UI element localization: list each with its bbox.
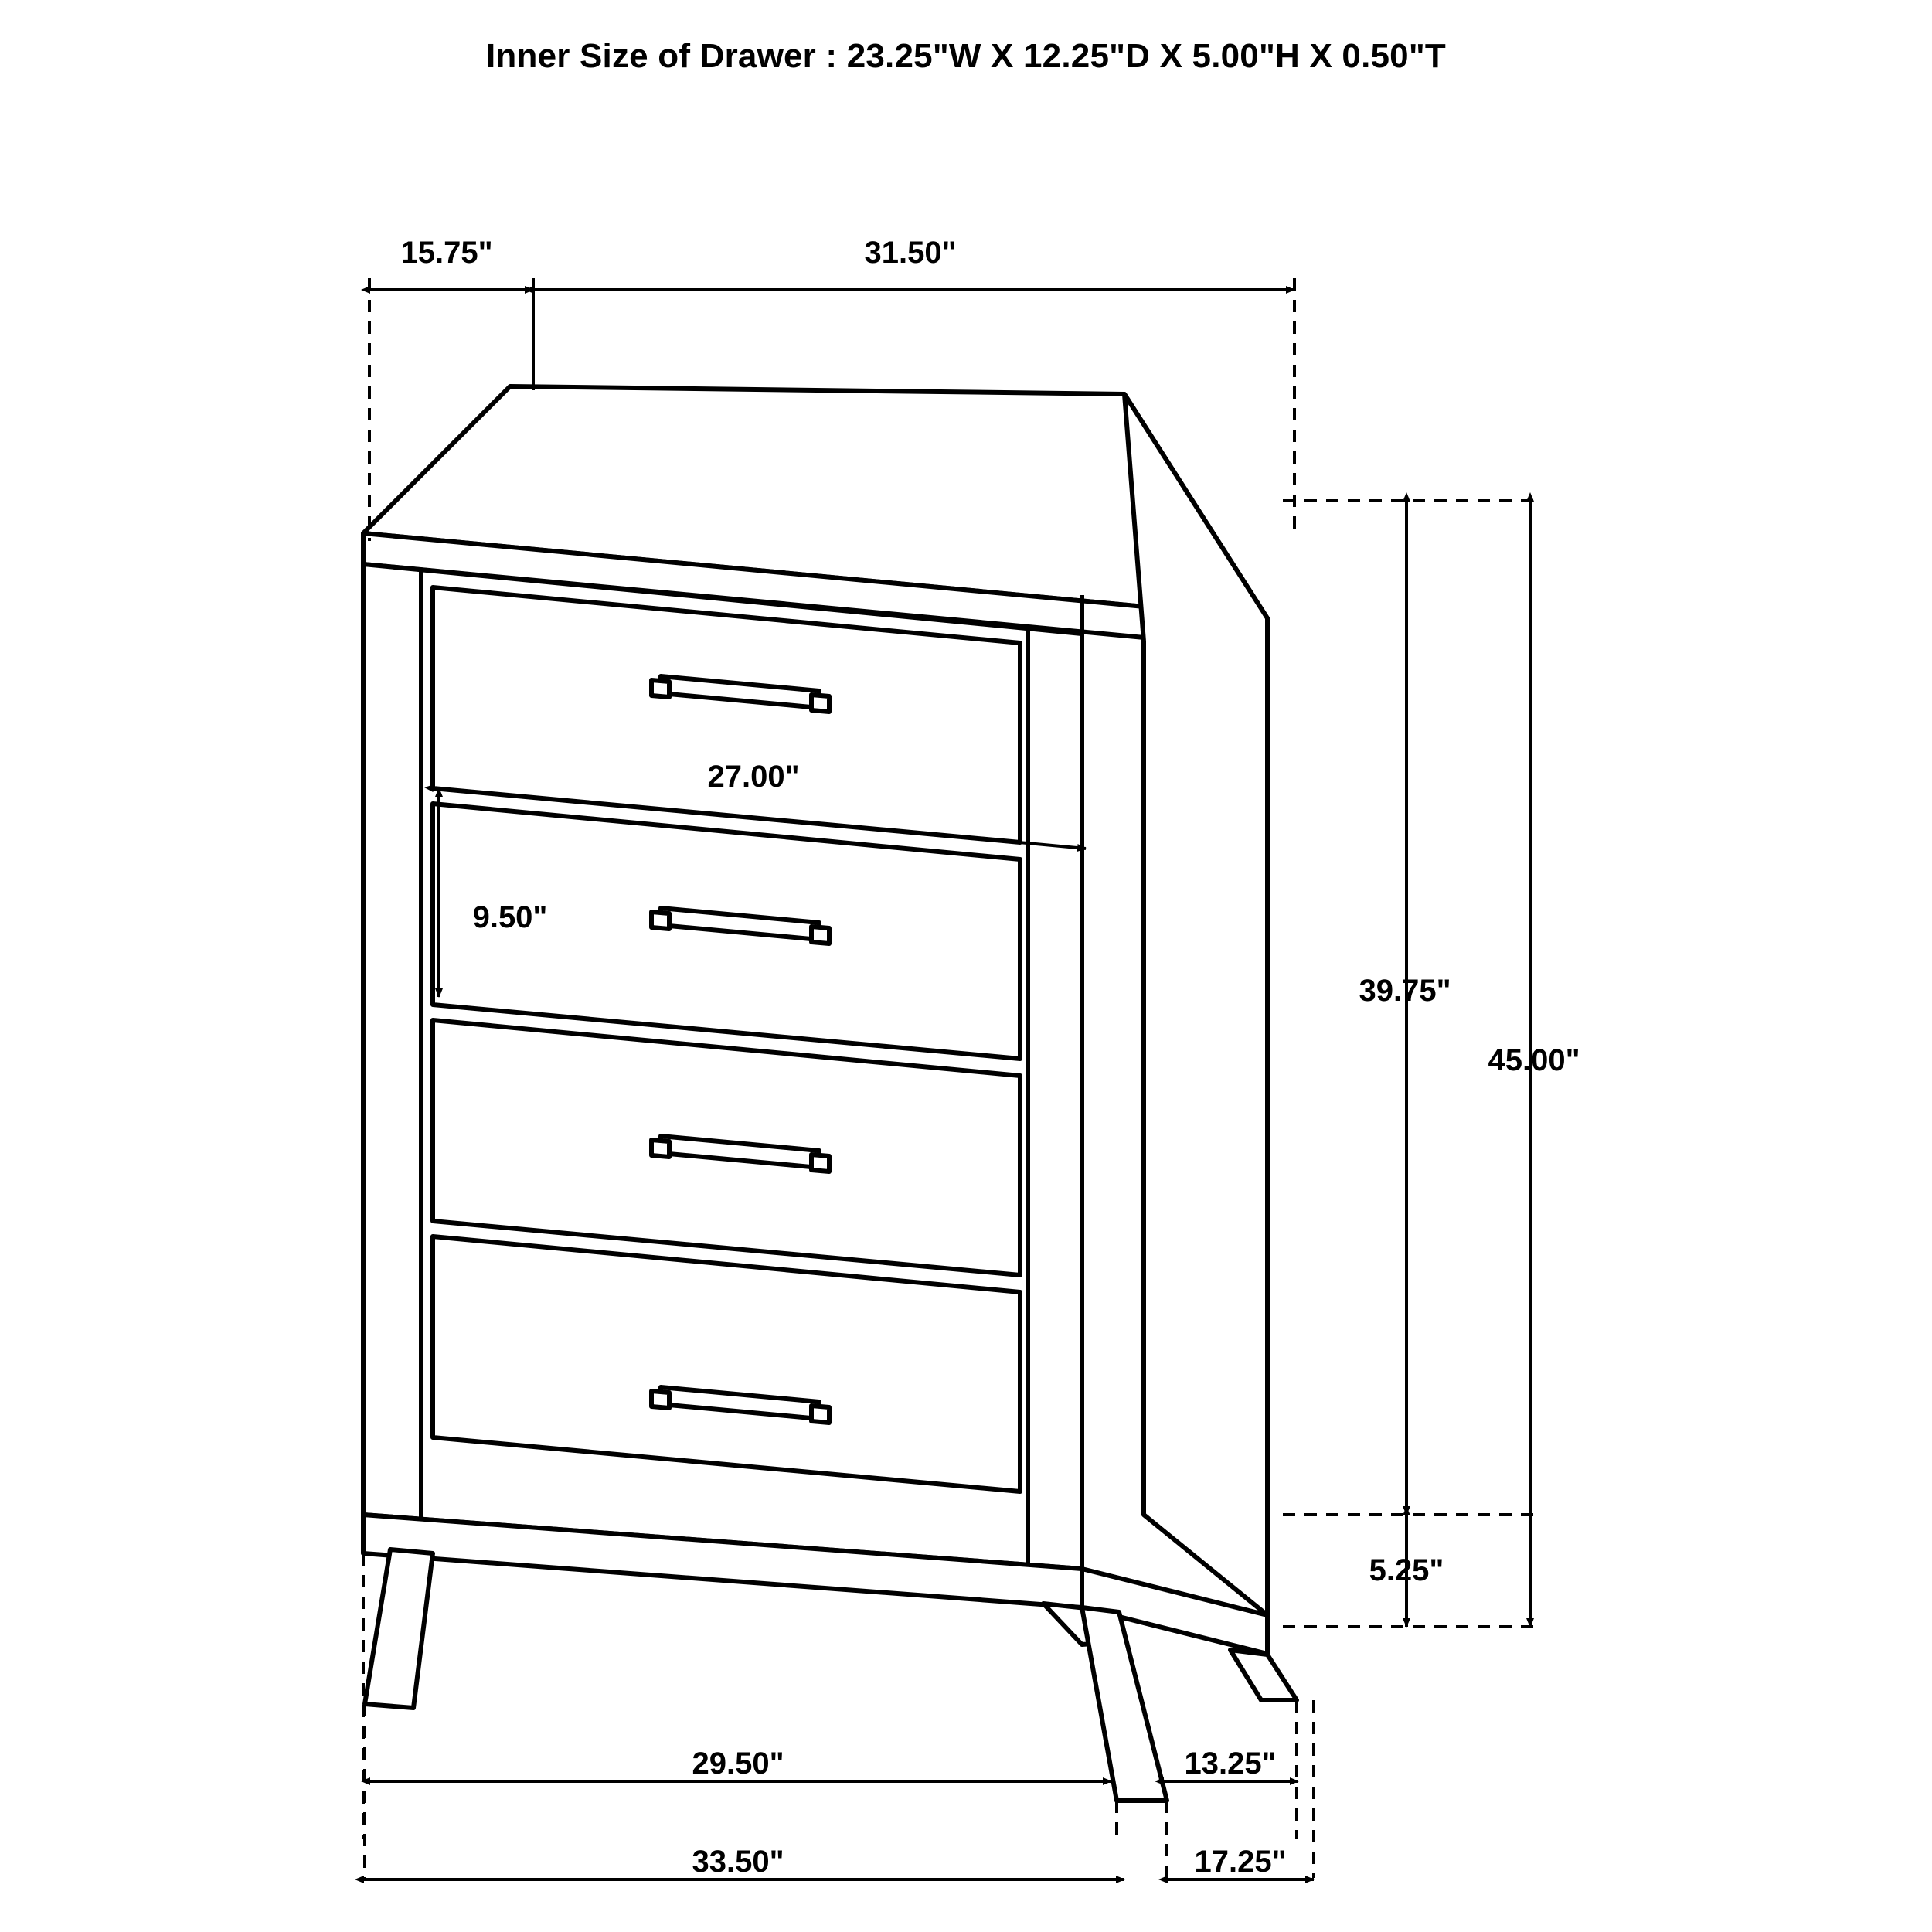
chest-illustration <box>363 386 1297 1801</box>
label-body-height: 39.75" <box>1359 974 1451 1008</box>
label-drawer-front-height: 9.50" <box>472 900 548 934</box>
leg-front-left <box>365 1549 433 1708</box>
label-base-inner-depth: 13.25" <box>1184 1747 1277 1781</box>
label-base-outer-width: 33.50" <box>692 1845 784 1879</box>
label-width-top: 31.50" <box>864 236 957 270</box>
label-leg-height: 5.25" <box>1369 1553 1444 1587</box>
label-depth-top: 15.75" <box>400 236 493 270</box>
label-base-inner-width: 29.50" <box>692 1747 784 1781</box>
label-drawer-front-width: 27.00" <box>707 760 800 794</box>
leg-front-right <box>1082 1607 1167 1801</box>
page-title: Inner Size of Drawer : 23.25"W X 12.25"D X 5.00"H X 0.50"T <box>486 37 1446 75</box>
leg-rear-right <box>1230 1650 1297 1700</box>
label-total-height: 45.00" <box>1488 1043 1580 1077</box>
label-base-outer-depth: 17.25" <box>1194 1845 1287 1879</box>
